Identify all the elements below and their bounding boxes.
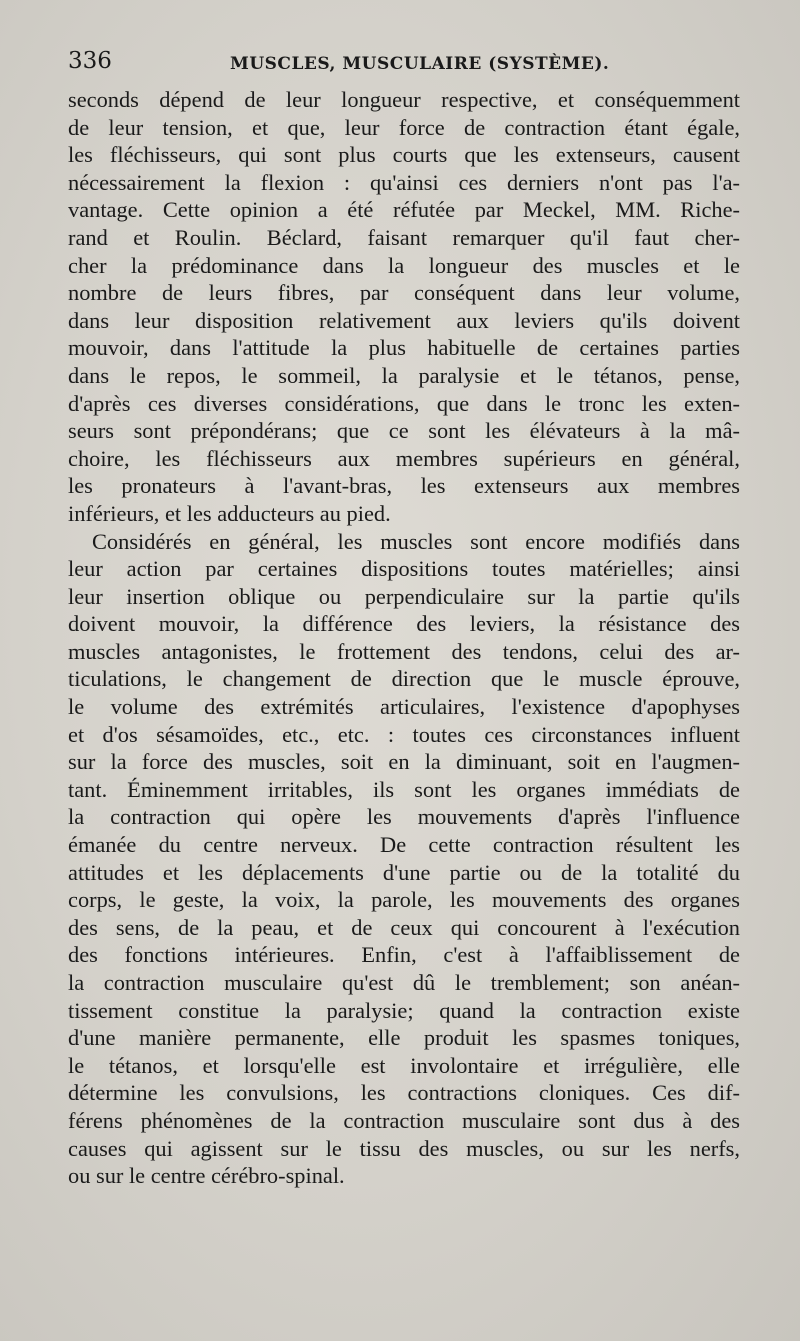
text-line: d'après ces diverses considérations, que dans le tronc les exten- xyxy=(68,390,740,416)
text-line: doivent mouvoir, la différence des leviers, la résistance des xyxy=(68,611,740,637)
text-line: sur la force des muscles, soit en la diminuant, soit en l'augmen- xyxy=(68,749,740,775)
text-line: et d'os sésamoïdes, etc., etc. : toutes ces circonstances influent xyxy=(68,721,740,747)
text-line: le volume des extrémités articulaires, l'existence d'apophyses xyxy=(68,694,740,720)
text-line: tant. Éminemment irritables, ils sont les organes immédiats de xyxy=(68,776,740,802)
paragraph xyxy=(68,86,740,528)
text-line: attitudes et les déplacements d'une partie ou de la totalité du xyxy=(68,859,740,885)
text-line: nombre de leurs fibres, par conséquent dans leur volume, xyxy=(68,280,740,306)
text-line: les fléchisseurs, qui sont plus courts que les extenseurs, causent xyxy=(68,142,740,168)
text-line: rand et Roulin. Béclard, faisant remarquer qu'il faut cher- xyxy=(68,224,740,250)
text-line: d'une manière permanente, elle produit les spasmes toniques, xyxy=(68,1025,740,1051)
running-title: MUSCLES, MUSCULAIRE (SYSTÈME). xyxy=(230,54,610,74)
text-line: corps, le geste, la voix, la parole, les mouvements des organes xyxy=(68,887,740,913)
text-line: de leur tension, et que, leur force de contraction étant égale, xyxy=(68,114,740,140)
text-line: leur insertion oblique ou perpendiculaire sur la partie qu'ils xyxy=(68,583,740,609)
text-line: mouvoir, dans l'attitude la plus habituelle de certaines parties xyxy=(68,335,740,361)
text-line: ou sur le centre cérébro-spinal. xyxy=(68,1163,345,1189)
text-line: férens phénomènes de la contraction musculaire sont dus à des xyxy=(68,1107,740,1133)
text-line: les pronateurs à l'avant-bras, les extenseurs aux membres xyxy=(68,473,740,499)
text-line: émanée du centre nerveux. De cette contraction résultent les xyxy=(68,832,740,858)
paragraph xyxy=(68,528,740,1190)
text-line: dans leur disposition relativement aux leviers qu'ils doivent xyxy=(68,307,740,333)
text-line: ticulations, le changement de direction que le muscle éprouve, xyxy=(68,666,740,692)
text-line: leur action par certaines dispositions toutes matérielles; ainsi xyxy=(68,556,740,582)
text-line: la contraction musculaire qu'est dû le tremblement; son anéan- xyxy=(68,970,740,995)
text-line: inférieurs, et les adducteurs au pied. xyxy=(68,500,391,526)
text-line: seurs sont prépondérans; que ce sont les élévateurs à la mâ- xyxy=(68,418,740,444)
text-line: dans le repos, le sommeil, la paralysie et le tétanos, pense, xyxy=(68,362,740,388)
text-line: muscles antagonistes, le frottement des tendons, celui des ar- xyxy=(68,638,740,664)
text-line: détermine les convulsions, les contractions cloniques. Ces dif- xyxy=(68,1080,740,1106)
text-line: des sens, de la peau, et de ceux qui concourent à l'exécution xyxy=(68,914,740,940)
text-line: nécessairement la flexion : qu'ainsi ces derniers n'ont pas l'a- xyxy=(68,169,740,195)
text-line: des fonctions intérieures. Enfin, c'est à l'affaiblissement de xyxy=(68,942,740,968)
page-number: 336 xyxy=(68,48,112,74)
text-line: causes qui agissent sur le tissu des muscles, ou sur les nerfs, xyxy=(68,1135,740,1161)
text-line: tissement constitue la paralysie; quand la contraction existe xyxy=(68,997,740,1023)
text-line: seconds dépend de leur longueur respective, et conséquemment xyxy=(68,87,740,112)
text-line: la contraction qui opère les mouvements d'après l'influence xyxy=(68,804,740,830)
text-line: choire, les fléchisseurs aux membres supérieurs en général, xyxy=(68,445,740,471)
page-header xyxy=(68,48,740,82)
text-line: cher la prédominance dans la longueur des muscles et le xyxy=(68,252,740,278)
text-line: vantage. Cette opinion a été réfutée par Meckel, MM. Riche- xyxy=(68,197,740,223)
text-line: Considérés en général, les muscles sont encore modifiés dans xyxy=(92,528,740,554)
body-text xyxy=(68,86,740,1190)
text-line: le tétanos, et lorsqu'elle est involontaire et irrégulière, elle xyxy=(68,1052,740,1078)
